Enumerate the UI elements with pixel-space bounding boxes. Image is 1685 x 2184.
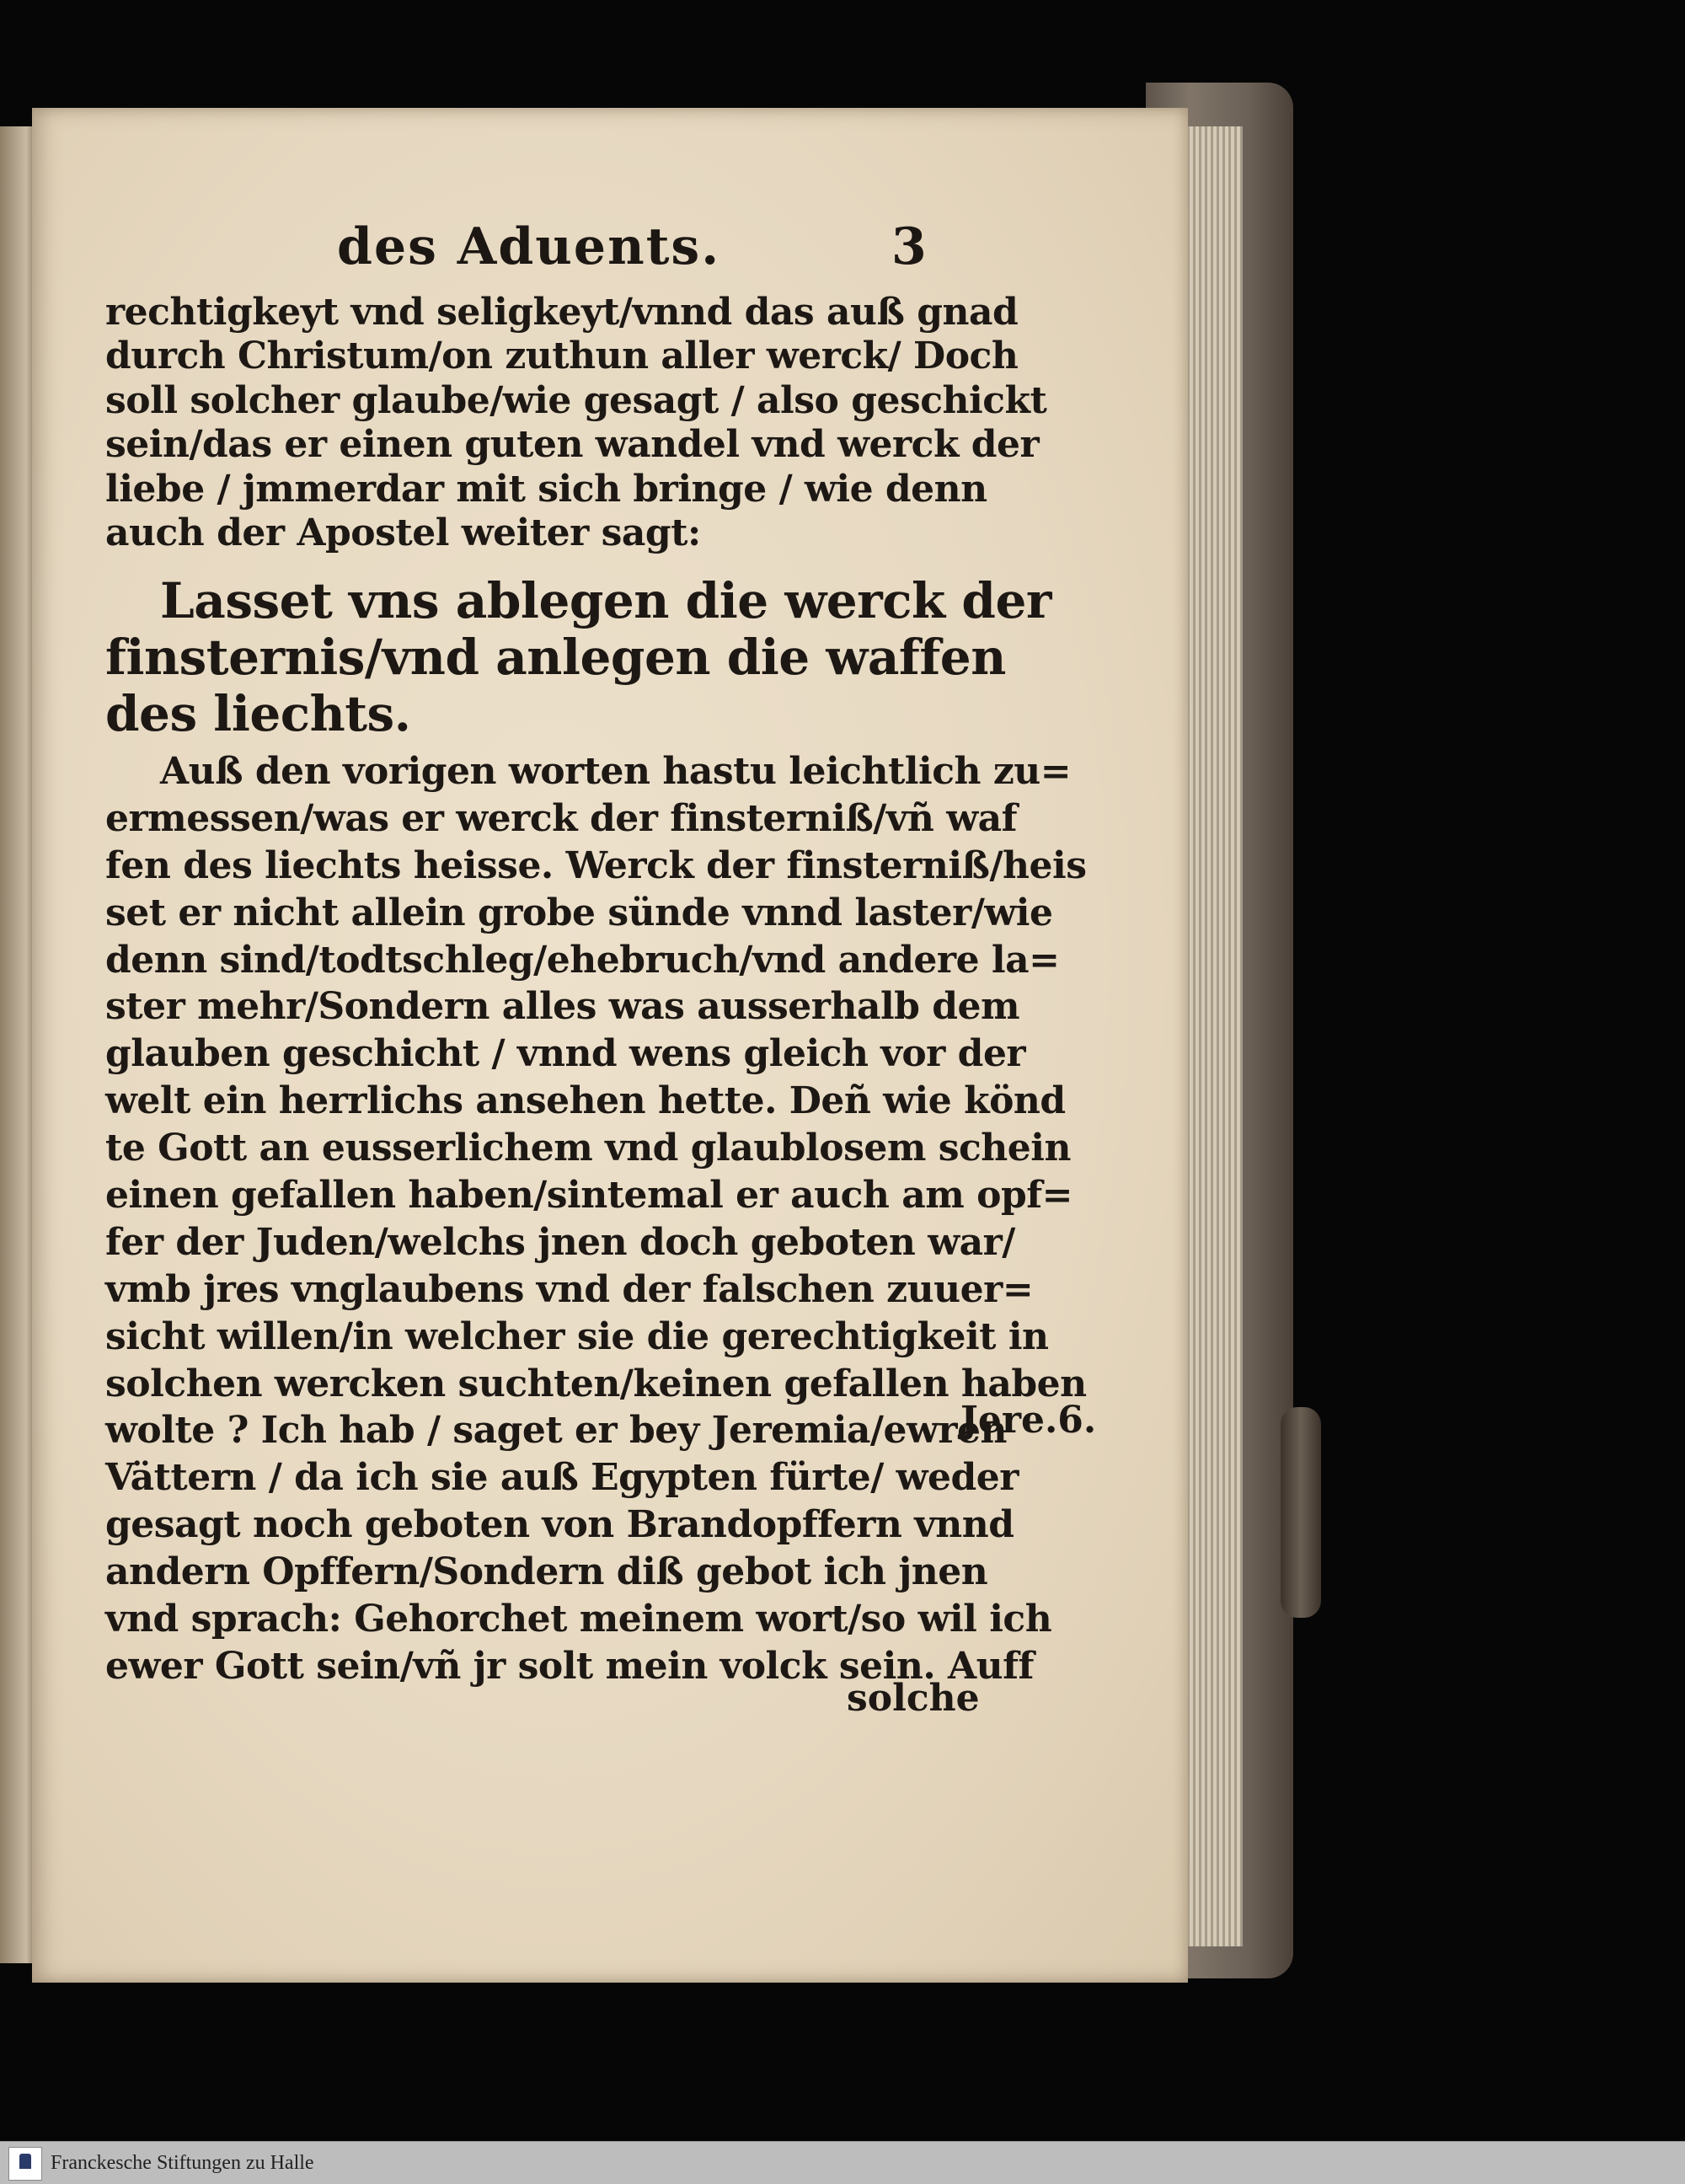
heading-line: finsternis/vnd anlegen die waffen — [105, 629, 1006, 686]
heading-line: des liechts. — [105, 685, 411, 742]
footer-bar — [0, 2141, 1685, 2184]
body-line: Auß den vorigen worten hastu leichtlich zu= — [160, 750, 1072, 793]
running-header: des Aduents. — [337, 217, 721, 276]
body-line: solchen wercken suchten/keinen gefallen haben — [105, 1362, 1087, 1405]
text-line: soll solcher glaube/wie gesagt / also geschickt — [105, 378, 1047, 422]
text-line: liebe / jmmerdar mit sich bringe / wie denn — [105, 467, 987, 511]
body-line: denn sind/todtschleg/ehebruch/vnd andere la= — [105, 938, 1060, 982]
body-line: ermessen/was er werck der finsterniß/vñ waf — [105, 796, 1018, 840]
body-line: glauben geschicht / vnnd wens gleich vor der — [105, 1032, 1026, 1076]
binding-tear — [1281, 1407, 1321, 1618]
text-block-top — [105, 291, 1047, 555]
text-line: sein/das er einen guten wandel vnd werck der — [105, 423, 1040, 467]
page-number: 3 — [891, 217, 927, 276]
scripture-heading — [105, 572, 1051, 742]
body-line: vnd sprach: Gehorchet meinem wort/so wil ich — [105, 1598, 1052, 1641]
body-line: wolte ? Ich hab / saget er bey Jeremia/ewren — [105, 1409, 1008, 1453]
body-line: einen gefallen haben/sintemal er auch am opf= — [105, 1174, 1073, 1218]
text-line: durch Christum/on zuthun aller werck/ Doch — [105, 335, 1019, 378]
body-line: fen des liechts heisse. Werck der finsterniß/heis — [105, 843, 1087, 887]
body-line: te Gott an eusserlichem vnd glaublosem schein — [105, 1127, 1071, 1170]
body-line: sicht willen/in welcher sie die gerechtigkeit in — [105, 1314, 1049, 1358]
body-line: welt ein herrlichs ansehen hette. Deñ wie könd — [105, 1079, 1066, 1123]
text-line: rechtigkeyt vnd seligkeyt/vnnd das auß gnad — [105, 291, 1019, 334]
margin-note: Jere.6. — [960, 1399, 1097, 1442]
body-line: andern Opffern/Sondern diß gebot ich jnen — [105, 1550, 988, 1594]
heading-line: Lasset vns ablegen die werck der — [160, 572, 1051, 629]
institution-logo-icon — [8, 2147, 42, 2181]
body-line: set er nicht allein grobe sünde vnnd laster/wie — [105, 891, 1053, 934]
body-line: fer der Juden/welchs jnen doch geboten war/ — [105, 1220, 1015, 1264]
body-line: ewer Gott sein/vñ jr solt mein volck sein. Auff — [105, 1644, 1034, 1688]
body-line: Vättern / da ich sie auß Egypten fürte/ weder — [105, 1456, 1019, 1500]
body-line: vmb jres vnglaubens vnd der falschen zuuer= — [105, 1267, 1034, 1311]
body-line: gesagt noch geboten von Brandopffern vnnd — [105, 1503, 1014, 1547]
institution-name: Franckesche Stiftungen zu Halle — [51, 2152, 314, 2174]
catchword: solche — [847, 1677, 980, 1720]
body-line: ster mehr/Sondern alles was ausserhalb dem — [105, 985, 1020, 1029]
text-line: auch der Apostel weiter sagt: — [105, 511, 701, 554]
